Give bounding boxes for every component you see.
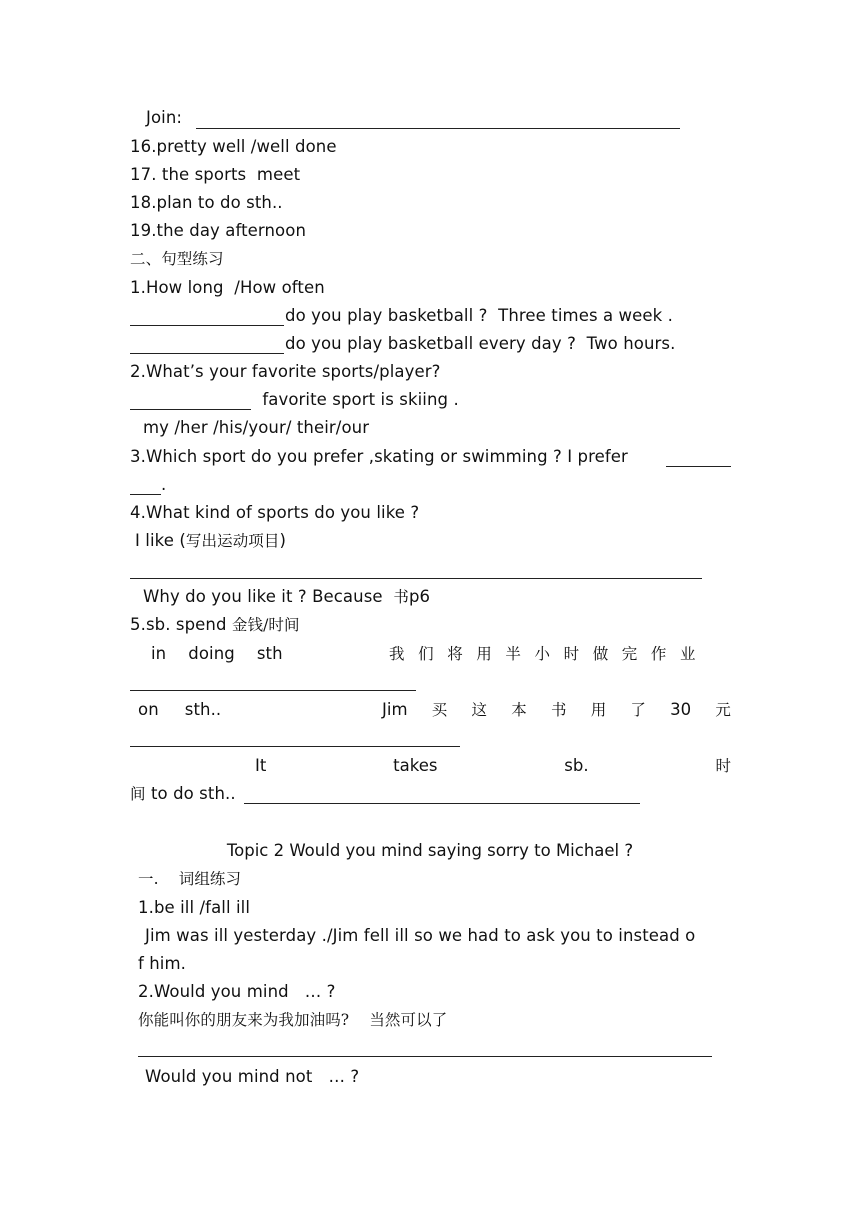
phrase-18: 18.plan to do sth.. (130, 193, 283, 212)
phrase-19: 19.the day afternoon (130, 221, 307, 240)
question-3: 3.Which sport do you prefer ,skating or swimming ? I prefer (130, 447, 628, 466)
on-sth (138, 700, 221, 720)
word: 书 (550, 701, 567, 719)
in-doing-sth (151, 644, 283, 664)
word: Jim (382, 700, 408, 719)
text-cn: 金钱/时间 (231, 616, 300, 634)
text: p6 (408, 587, 431, 606)
question-2-line-a: favorite sport is skiing . (257, 390, 459, 409)
phrase-17: 17. the sports meet (130, 165, 301, 184)
text: ) (279, 531, 287, 550)
answer-blank (196, 128, 680, 129)
question-5 (130, 615, 300, 635)
text: Why do you like it ? Because (143, 587, 394, 606)
topic-2-phrase-2: 2.Would you mind … ? (138, 982, 336, 1001)
topic-2-title: Topic 2 Would you mind saying sorry to Michael ? (226, 841, 634, 860)
topic-2-example-1b: f him. (138, 954, 187, 973)
word: 本 (511, 701, 527, 719)
pronoun-list: my /her /his/your/ their/our (143, 418, 370, 437)
text-cn: 间 (130, 785, 146, 803)
word: 用 (590, 701, 607, 719)
word: on (138, 700, 159, 719)
word: takes (393, 756, 438, 775)
answer-blank (130, 494, 161, 495)
it-takes-line (255, 756, 731, 776)
answer-blank (130, 578, 702, 579)
word: in (151, 644, 167, 663)
question-3-end: . (161, 475, 167, 494)
it-takes-line-2 (130, 784, 236, 804)
question-1: 1.How long /How often (130, 278, 325, 297)
question-2: 2.What’s your favorite sports/player? (130, 362, 441, 381)
word: sb. (564, 756, 589, 775)
word: sth.. (184, 700, 222, 719)
question-4-line-a (135, 531, 286, 551)
text: 5.sb. spend (130, 615, 232, 634)
why-line (143, 587, 430, 607)
answer-blank (244, 803, 640, 804)
answer-blank (130, 409, 251, 410)
word: It (255, 756, 267, 775)
question-1-line-a: do you play basketball ? Three times a week . (285, 306, 673, 325)
join-label: Join: (146, 108, 183, 127)
phrase-16: 16.pretty well /well done (130, 137, 337, 156)
on-example (382, 700, 731, 720)
word: sth (256, 644, 283, 663)
topic-2-example-2: 你能叫你的朋友来为我加油吗? 当然可以了 (138, 1011, 448, 1029)
word: 30 (670, 700, 692, 719)
answer-blank (138, 1056, 712, 1057)
section-heading: 二、句型练习 (130, 250, 224, 268)
word: 这 (471, 701, 487, 719)
answer-blank (130, 353, 284, 354)
word: 了 (630, 701, 646, 719)
question-4: 4.What kind of sports do you like ? (130, 503, 420, 522)
topic-2-phrase-1: 1.be ill /fall ill (138, 898, 251, 917)
text: to do sth.. (145, 784, 236, 803)
text: I like ( (135, 531, 186, 550)
word: 元 (715, 701, 731, 719)
answer-blank (130, 690, 416, 691)
text-cn: 书 (393, 588, 409, 606)
answer-blank (130, 746, 460, 747)
text-cn: 写出运动项目 (185, 532, 280, 550)
word: 时 (715, 757, 731, 775)
topic-2-phrase-3: Would you mind not … ? (145, 1067, 360, 1086)
topic-2-section: 一. 词组练习 (138, 870, 242, 888)
answer-blank (130, 325, 284, 326)
word: doing (188, 644, 235, 663)
word: 买 (431, 701, 448, 719)
in-example-cn: 我们将用半小时做完作业 (389, 645, 710, 663)
question-1-line-b: do you play basketball every day ? Two hours. (285, 334, 676, 353)
answer-blank (666, 466, 731, 467)
topic-2-example-1a: Jim was ill yesterday ./Jim fell ill so we had to ask you to instead o (145, 926, 696, 945)
